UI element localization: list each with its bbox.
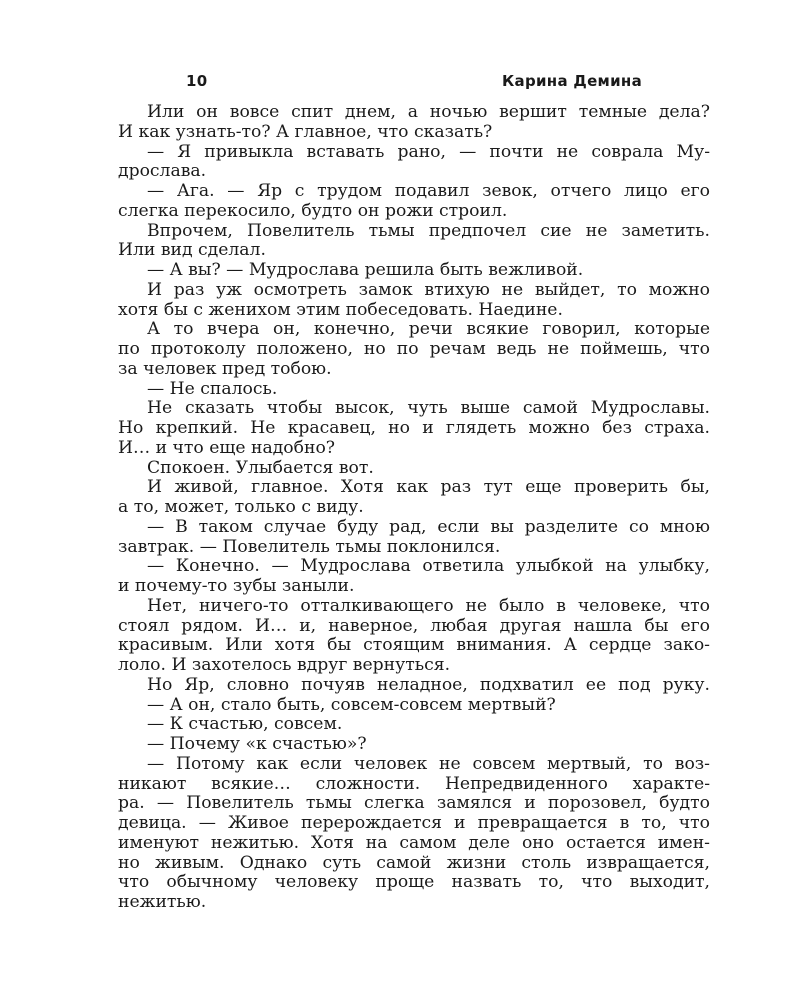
text-line: Впрочем, Повелитель тьмы предпочел сие не заметить. [147,220,710,241]
text-line: И… и что еще надобно? [118,437,336,458]
text-line: Но крепкий. Не красавец, но и глядеть можно без страха. [118,418,710,438]
running-head [186,72,642,94]
text-line: — А он, стало быть, совсем-совсем мертвый? [147,694,556,715]
text-line: Не сказать чтобы высок, чуть выше самой Мудрославы. [147,398,710,419]
text-line: И как узнать-то? А главное, что сказать? [118,121,493,142]
text-line: слегка перекосило, будто он рожи строил. [118,200,508,221]
text-line: — Потому как если человек не совсем мертвый, то воз- [147,753,710,774]
text-line: именуют нежитью. Хотя на самом деле оно остается имен- [118,832,710,853]
text-line: — К счастью, совсем. [147,714,343,735]
text-line: и почему-то зубы заныли. [118,576,355,596]
text-line: Нет, ничего-то отталкивающего не было в человеке, что [147,595,710,616]
page-number: 10 [186,72,208,90]
book-author: Карина Демина [501,72,642,90]
text-line: — Конечно. — Мудрослава ответила улыбкой на улыбку, [147,556,710,577]
text-line: Спокоен. Улыбается вот. [147,457,374,478]
text-line: завтрак. — Повелитель тьмы поклонился. [118,536,501,557]
text-line: что обычному человеку проще назвать то, что выходит, [118,872,710,893]
text-line: за человек пред тобою. [118,358,332,379]
text-line: хотя бы с женихом этим побеседовать. Наедине. [118,299,563,320]
text-line: Но Яр, словно почуяв неладное, подхватил ее под руку. [147,674,710,695]
text-line: — В таком случае буду рад, если вы разделите со мною [147,516,710,537]
text-line: — Не спалось. [147,378,278,399]
body-text [118,103,710,913]
text-line: красивым. Или хотя бы стоящим внимания. А сердце зако- [118,635,710,656]
text-line: стоял рядом. И… и, наверное, любая другая нашла бы его [118,615,710,636]
text-line: а то, может, только с виду. [118,497,364,517]
text-line: — Почему «к счастью»? [147,734,367,754]
text-line: по протоколу положено, но по речам ведь не поймешь, что [118,339,710,359]
text-line: Или он вовсе спит днем, а ночью вершит темные дела? [147,102,710,122]
text-line: девица. — Живое перерождается и превращается в то, что [118,813,710,833]
text-line: лоло. И захотелось вдруг вернуться. [118,655,451,675]
text-line: И раз уж осмотреть замок втихую не выйдет, то можно [147,279,710,300]
text-line: никают всякие… сложности. Непредвиденного характе- [118,773,710,794]
text-line: нежитью. [118,892,207,912]
text-line: И живой, главное. Хотя как раз тут еще проверить бы, [147,477,710,498]
text-line: — А вы? — Мудрослава решила быть вежливой. [147,260,584,280]
text-line: но живым. Однако суть самой жизни столь извращается, [118,852,710,873]
text-line: дрослава. [118,161,207,182]
text-line: — Я привыкла вставать рано, — почти не соврала Му- [147,141,710,162]
text-line: А то вчера он, конечно, речи всякие говорил, которые [147,319,710,340]
text-line: ра. — Повелитель тьмы слегка замялся и порозовел, будто [118,793,710,814]
text-line: Или вид сделал. [118,240,266,261]
text-line: — Ага. — Яр с трудом подавил зевок, отчего лицо его [147,181,710,201]
